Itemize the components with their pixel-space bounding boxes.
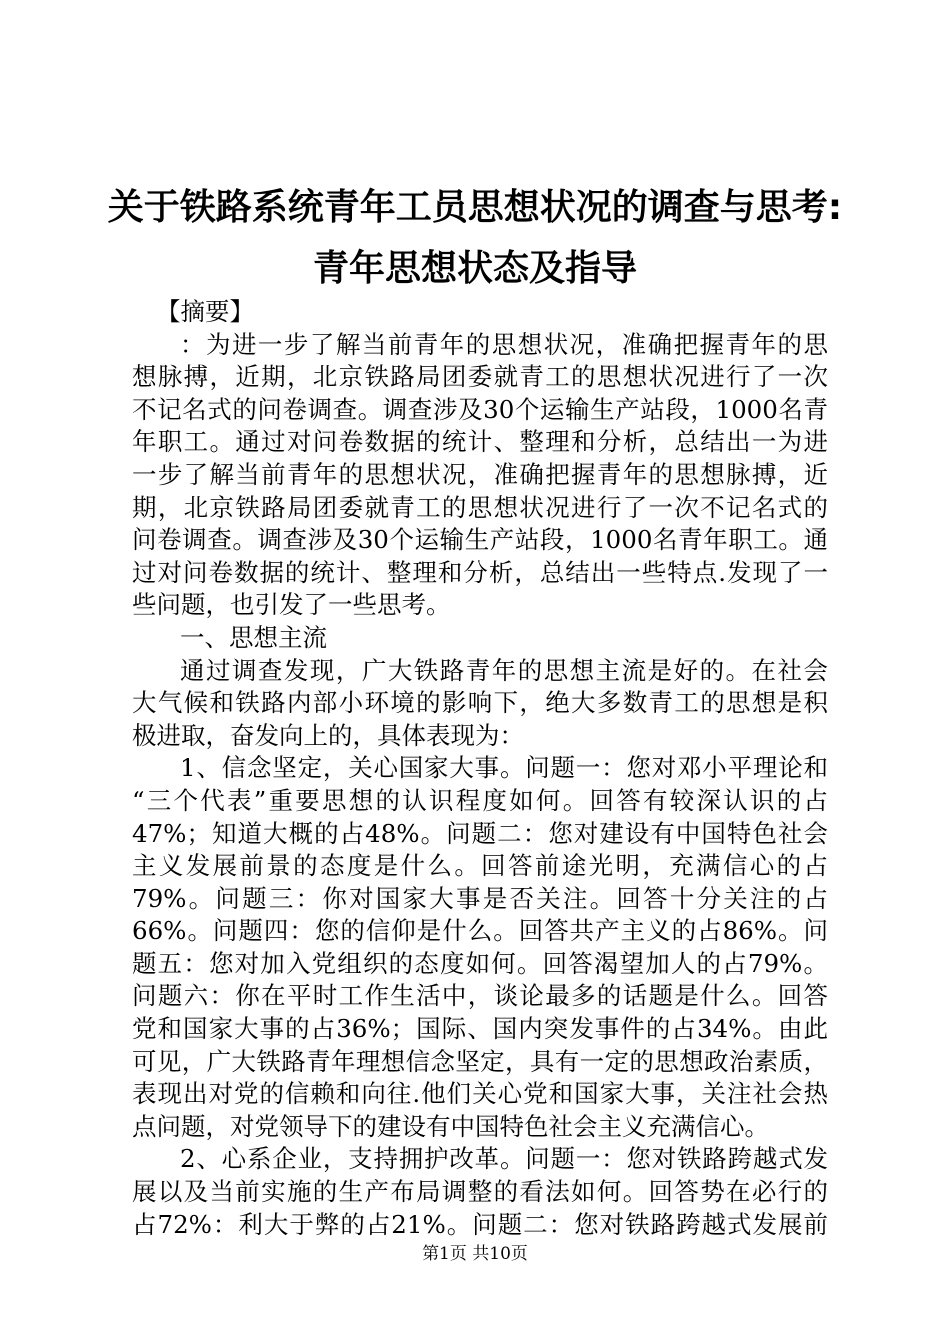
text-line: 表现出对党的信赖和向往.他们关心党和国家大事，关注社会热 [132, 1079, 828, 1109]
text-line: 想脉搏，近期，北京铁路局团委就青工的思想状况进行了一次 [132, 362, 828, 392]
text-line: 问卷调查。调查涉及30个运输生产站段，1000名青年职工。通 [132, 525, 828, 555]
text-line: 极进取，奋发向上的，具体表现为： [132, 720, 524, 750]
text-line: ：为进一步了解当前青年的思想状况，准确把握青年的思 [180, 329, 828, 359]
text-line: 1、信念坚定，关心国家大事。问题一：您对邓小平理论和 [180, 753, 828, 783]
text-line: 主义发展前景的态度是什么。回答前途光明，充满信心的占 [132, 851, 828, 881]
text-line: 一步了解当前青年的思想状况，准确把握青年的思想脉搏，近 [132, 459, 828, 489]
text-line: 展以及当前实施的生产布局调整的看法如何。回答势在必行的 [132, 1177, 828, 1207]
text-line: 一、思想主流 [180, 622, 327, 652]
document-title-line-2: 青年思想状态及指导 [312, 248, 637, 289]
text-line: 大气候和铁路内部小环境的影响下，绝大多数青工的思想是积 [132, 688, 828, 718]
text-line: 点问题，对党领导下的建设有中国特色社会主义充满信心。 [132, 1111, 769, 1141]
text-line: 年职工。通过对问卷数据的统计、整理和分析，总结出一为进 [132, 427, 828, 457]
text-line: 期，北京铁路局团委就青工的思想状况进行了一次不记名式的 [132, 492, 828, 522]
text-line: 不记名式的问卷调查。调查涉及30个运输生产站段，1000名青 [132, 394, 828, 424]
text-line: 可见，广大铁路青年理想信念坚定，具有一定的思想政治素质， [132, 1046, 828, 1076]
text-line: 题五：您对加入党组织的态度如何。回答渴望加人的占79%。 [132, 948, 828, 978]
document-title-line-1: 关于铁路系统青年工员思想状况的调查与思考: [107, 187, 843, 228]
text-line: 党和国家大事的占36%；国际、国内突发事件的占34%。由此 [132, 1014, 828, 1044]
text-line: 【摘要】 [156, 297, 254, 326]
text-line: 问题六：你在平时工作生活中，谈论最多的话题是什么。回答 [132, 981, 828, 1011]
text-line: 66%。问题四：您的信仰是什么。回答共产主义的占86%。问 [132, 916, 828, 946]
text-line: 过对问卷数据的统计、整理和分析，总结出一些特点.发现了一 [132, 557, 828, 587]
text-line: 通过调查发现，广大铁路青年的思想主流是好的。在社会 [180, 655, 828, 685]
text-line: 47%；知道大概的占48%。问题二：您对建设有中国特色社会 [132, 818, 828, 848]
text-line: “三个代表”重要思想的认识程度如何。回答有较深认识的占 [132, 785, 828, 815]
text-line: 些问题，也引发了一些思考。 [132, 590, 451, 620]
page-footer: 第1页 共10页 [422, 1244, 528, 1264]
text-line: 2、心系企业，支持拥护改革。问题一：您对铁路跨越式发 [180, 1144, 828, 1174]
document-body [132, 296, 828, 1241]
text-line: 占72%：利大于弊的占21%。问题二：您对铁路跨越式发展前 [132, 1209, 828, 1239]
text-line: 79%。问题三：你对国家大事是否关注。回答十分关注的占 [132, 883, 828, 913]
